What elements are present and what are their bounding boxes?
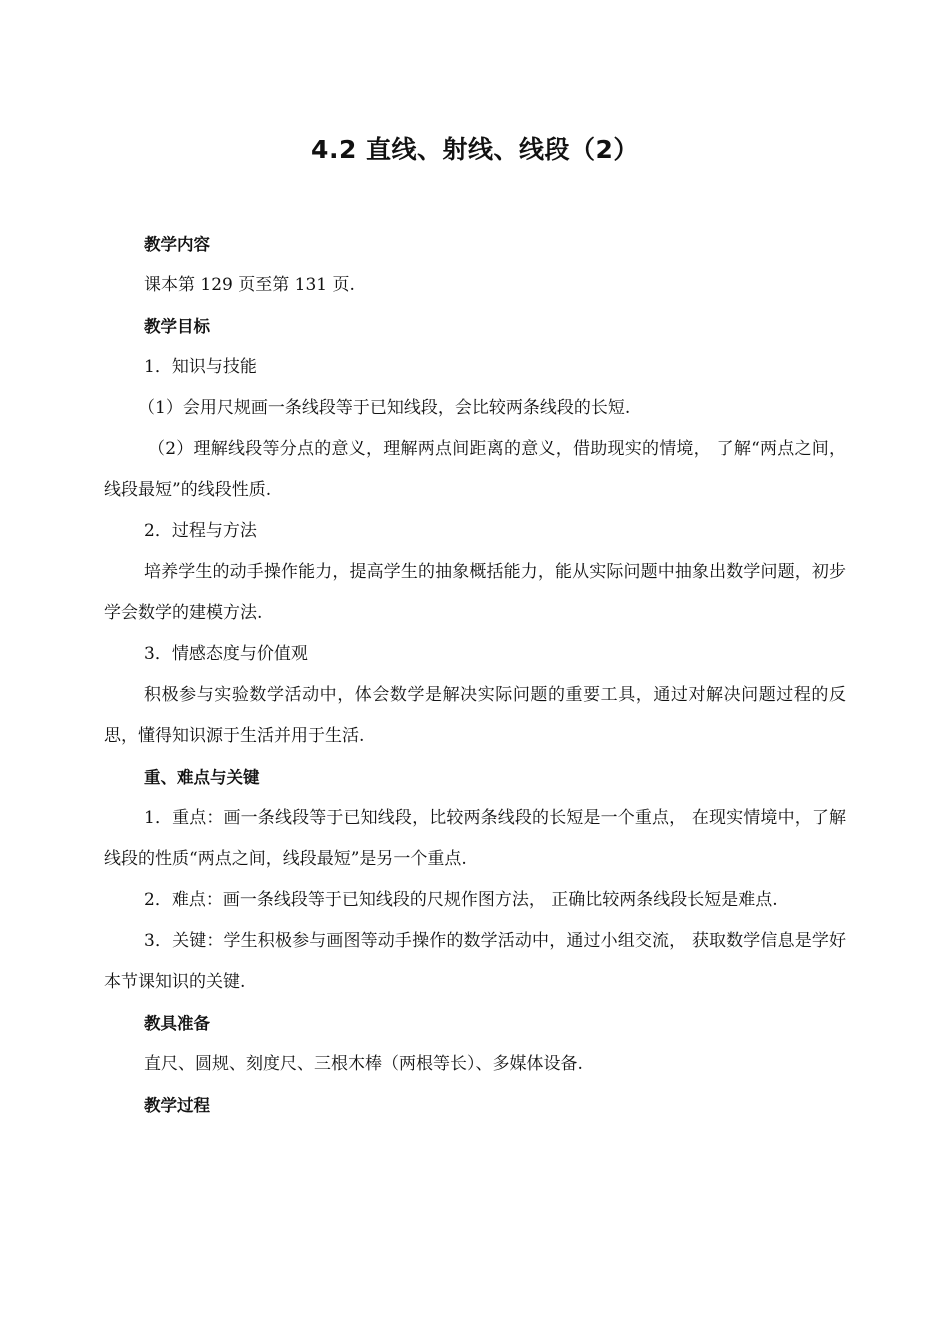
goal-process-title: 2．过程与方法 [144,521,257,541]
section-heading-tools: 教具准备 [144,1014,210,1033]
page-title: 4.2 直线、射线、线段（2） [311,135,639,164]
key-point-3: 3．关键：学生积极参与画图等动手操作的数学活动中，通过小组交流， 获取数学信息是学好本节课知识的关键. [104,931,846,992]
section-heading-goals: 教学目标 [144,317,210,336]
section-heading-content: 教学内容 [144,235,210,254]
goal-knowledge-item-2: （2）理解线段等分点的意义，理解两点间距离的意义，借助现实的情境， 了解“两点之间，线段最短”的线段性质. [104,439,846,500]
goal-knowledge-item-1: （1）会用尺规画一条线段等于已知线段，会比较两条线段的长短. [138,398,631,418]
goal-attitude-text: 积极参与实验数学活动中，体会数学是解决实际问题的重要工具，通过对解决问题过程的反思，懂得知识源于生活并用于生活. [104,685,846,746]
goal-process-text: 培养学生的动手操作能力，提高学生的抽象概括能力，能从实际问题中抽象出数学问题，初步学会数学的建模方法. [104,562,846,623]
key-point-2: 2．难点：画一条线段等于已知线段的尺规作图方法， 正确比较两条线段长短是难点. [144,890,778,910]
content-text: 课本第 129 页至第 131 页. [144,275,355,295]
goal-knowledge-title: 1．知识与技能 [144,357,257,377]
key-point-1: 1．重点：画一条线段等于已知线段，比较两条线段的长短是一个重点， 在现实情境中，了解线段的性质“两点之间，线段最短”是另一个重点. [104,808,846,869]
goal-attitude-title: 3．情感态度与价值观 [144,644,308,664]
section-heading-process: 教学过程 [144,1096,210,1115]
section-heading-keys: 重、难点与关键 [144,768,260,787]
tools-text: 直尺、圆规、刻度尺、三根木棒（两根等长）、多媒体设备. [144,1054,583,1074]
document-body [104,230,846,1132]
